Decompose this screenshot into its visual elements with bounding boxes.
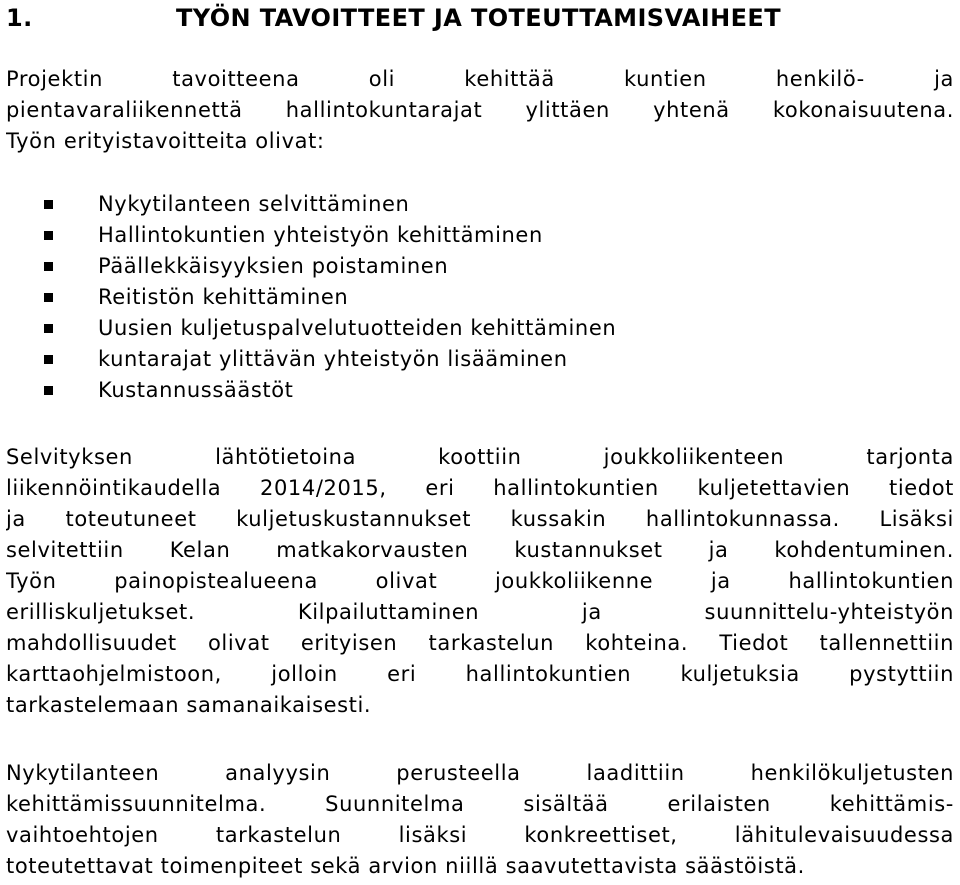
objectives-list xyxy=(44,189,924,406)
list-item-text: Reitistön kehittäminen xyxy=(98,285,349,309)
list-item-text: Nykytilanteen selvittäminen xyxy=(98,192,410,216)
square-bullet-icon xyxy=(44,293,53,302)
square-bullet-icon xyxy=(44,355,53,364)
list-item xyxy=(44,189,924,220)
paragraph-line: kehittämissuunnitelma. Suunnitelma sisältää erilaisten kehittämis- xyxy=(6,792,954,816)
paragraph-line: Projektin tavoitteena oli kehittää kuntien henkilö- ja xyxy=(6,67,954,91)
list-item-text: Uusien kuljetuspalvelutuotteiden kehittäminen xyxy=(98,316,617,340)
paragraph-line: Nykytilanteen analyysin perusteella laadittiin henkilökuljetusten xyxy=(6,761,954,785)
list-item-text: Hallintokuntien yhteistyön kehittäminen xyxy=(98,223,543,247)
paragraph-line: Työn painopistealueena olivat joukkoliikenne ja hallintokuntien xyxy=(6,569,954,593)
paragraph-line: selvitettiin Kelan matkakorvausten kustannukset ja kohdentuminen. xyxy=(6,538,954,562)
square-bullet-icon xyxy=(44,231,53,240)
list-item xyxy=(44,313,924,344)
section-heading xyxy=(6,4,946,32)
paragraph-line: tarkastelemaan samanaikaisesti. xyxy=(6,693,372,717)
list-item-text: Kustannussäästöt xyxy=(98,378,294,402)
intro-paragraph xyxy=(6,64,954,157)
data-sources-paragraph xyxy=(6,442,954,721)
section-title: TYÖN TAVOITTEET JA TOTEUTTAMISVAIHEET xyxy=(176,4,781,32)
list-item xyxy=(44,282,924,313)
paragraph-line: ja toteutuneet kuljetuskustannukset kussakin hallintokunnassa. Lisäksi xyxy=(6,507,954,531)
paragraph-line: karttaohjelmistoon, jolloin eri hallintokuntien kuljetuksia pystyttiin xyxy=(6,662,954,686)
paragraph-line: vaihtoehtojen tarkastelun lisäksi konkreettiset, lähitulevaisuudessa xyxy=(6,823,954,847)
list-item xyxy=(44,344,924,375)
list-item-text: kuntarajat ylittävän yhteistyön lisääminen xyxy=(98,347,568,371)
paragraph-line: toteutettavat toimenpiteet sekä arvion niillä saavutettavista säästöistä. xyxy=(6,854,805,878)
list-item-text: Päällekkäisyyksien poistaminen xyxy=(98,254,449,278)
paragraph-line: pientavaraliikennettä hallintokuntarajat ylittäen yhtenä kokonaisuutena. xyxy=(6,98,954,122)
paragraph-line: erilliskuljetukset. Kilpailuttaminen ja suunnittelu-yhteistyön xyxy=(6,600,954,624)
development-plan-paragraph xyxy=(6,758,954,882)
list-item xyxy=(44,375,924,406)
paragraph-line: Työn erityistavoitteita olivat: xyxy=(6,129,325,153)
square-bullet-icon xyxy=(44,262,53,271)
section-number: 1. xyxy=(6,4,33,32)
paragraph-line: liikennöintikaudella 2014/2015, eri hallintokuntien kuljetettavien tiedot xyxy=(6,476,954,500)
list-item xyxy=(44,251,924,282)
paragraph-line: mahdollisuudet olivat erityisen tarkastelun kohteina. Tiedot tallennettiin xyxy=(6,631,954,655)
paragraph-line: Selvityksen lähtötietoina koottiin joukkoliikenteen tarjonta xyxy=(6,445,954,469)
square-bullet-icon xyxy=(44,324,53,333)
square-bullet-icon xyxy=(44,386,53,395)
square-bullet-icon xyxy=(44,200,53,209)
list-item xyxy=(44,220,924,251)
